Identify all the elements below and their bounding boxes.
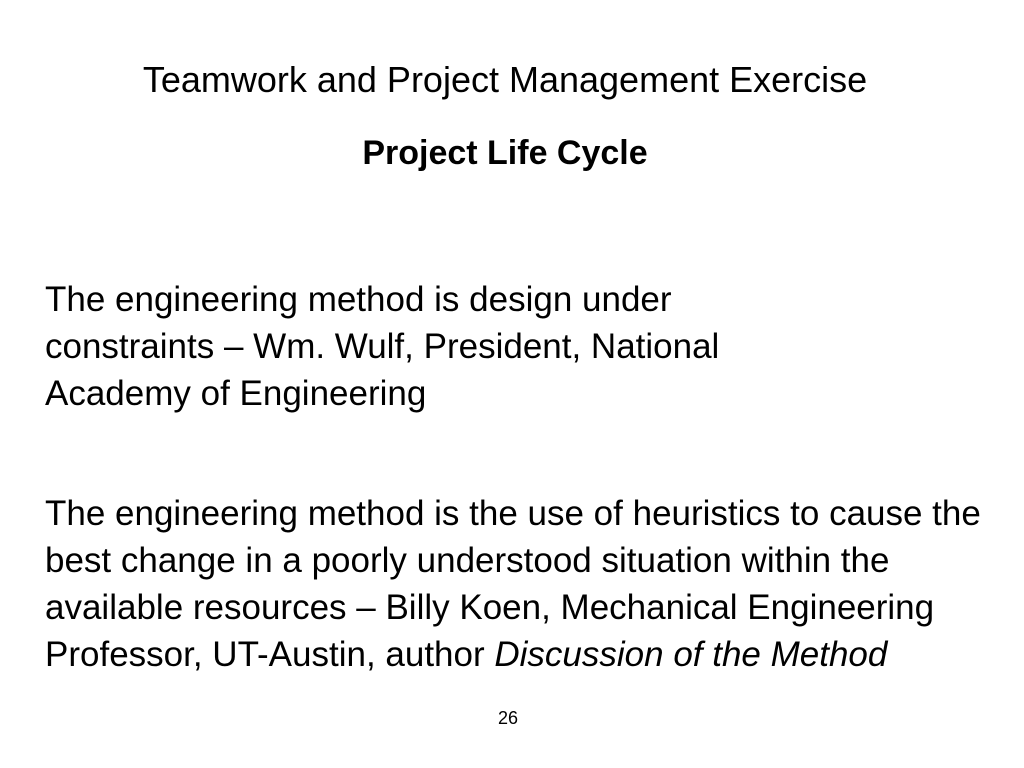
quote-paragraph-koen bbox=[45, 490, 1005, 678]
page-number: 26 bbox=[498, 708, 519, 728]
quote-paragraph-wulf: The engineering method is design under constraints – Wm. Wulf, President, National Academy of Engineering bbox=[45, 280, 720, 413]
book-title: Discussion of the Method bbox=[494, 635, 888, 674]
quote-text-koen: The engineering method is the use of heuristics to cause the best change in a poorly understood situation within the available resources – Billy Koen, Mechanical Engineering Professor, UT-Austin, author bbox=[45, 494, 981, 674]
slide-title: Teamwork and Project Management Exercise bbox=[142, 59, 868, 100]
slide-subtitle: Project Life Cycle bbox=[362, 134, 648, 172]
